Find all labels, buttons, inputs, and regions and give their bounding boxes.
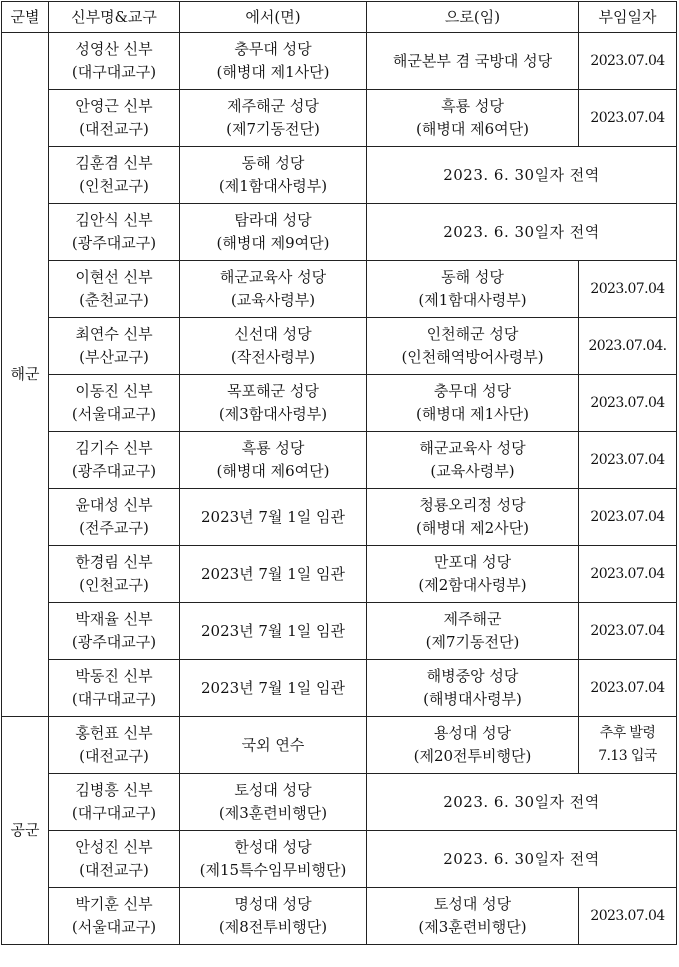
date-cell-line-1: 2023.07.04 [590,907,665,924]
to-cell-line-2: (제3훈련비행단) [418,918,527,936]
date-cell [579,318,677,375]
from-cell-line-1: 한성대 성당 [234,838,312,856]
date-cell-line-2: 7.13 입국 [598,748,657,764]
name-cell-line-1: 박동진 신부 [75,667,153,685]
from-cell-line-1: 동해 성당 [241,154,305,172]
name-cell [49,204,180,261]
from-cell-line-1: 해군교육사 성당 [219,268,327,286]
from-cell [180,204,367,261]
name-cell-line-2: (부산교구) [79,348,149,366]
name-cell-line-2: (인천교구) [79,576,149,594]
from-cell-line-2: (해병대 제9여단) [216,234,330,252]
merged-status-cell [367,831,677,888]
from-cell-line-2: (제1함대사령부) [218,177,328,195]
from-cell-line-2: (제8전투비행단) [218,918,328,936]
header-name-diocese: 신부명&교구 [49,2,180,33]
date-cell-line-1: 2023.07.04. [588,337,667,354]
from-cell-line-2: (해병대 제6여단) [216,462,330,480]
to-cell [367,489,579,546]
name-cell [49,831,180,888]
name-cell-line-2: (광주대교구) [71,633,157,651]
name-cell-line-2: (대구대교구) [71,804,157,822]
date-cell-line-1: 2023.07.04 [590,280,665,297]
from-cell [180,147,367,204]
name-cell-line-1: 이동진 신부 [75,382,153,400]
name-cell-line-2: (광주대교구) [71,462,157,480]
table-row [2,432,677,489]
to-cell-line-2: (해병대사령부) [423,690,522,708]
header-from: 에서(면) [180,2,367,33]
date-cell [579,489,677,546]
date-cell-line-1: 2023.07.04 [590,52,665,69]
name-cell-line-2: (광주대교구) [71,234,157,252]
from-cell [180,33,367,90]
to-cell [367,261,579,318]
to-cell-line-1: 청룡오리정 성당 [419,496,526,514]
name-cell-line-2: (서울대교구) [71,918,157,936]
merged-status-cell-line-1: 2023. 6. 30일자 전역 [443,222,600,241]
date-cell [579,33,677,90]
table-row [2,261,677,318]
to-cell-line-2: (제1함대사령부) [418,291,527,309]
header-row [2,2,677,33]
name-cell-line-1: 최연수 신부 [75,325,153,343]
name-cell-line-1: 성영산 신부 [75,40,153,58]
date-cell [579,660,677,717]
merged-status-cell [367,204,677,261]
header-to: 으로(임) [367,2,579,33]
table-row [2,318,677,375]
date-cell [579,546,677,603]
merged-status-cell-line-1: 2023. 6. 30일자 전역 [443,849,600,868]
table-row [2,375,677,432]
date-cell-line-1: 2023.07.04 [590,622,665,639]
name-cell-line-2: (전주교구) [79,519,149,537]
from-cell-line-2: (작전사령부) [230,348,316,366]
table-row [2,660,677,717]
name-cell [49,660,180,717]
name-cell-line-1: 박기훈 신부 [75,895,153,913]
date-cell [579,603,677,660]
table-row [2,717,677,774]
from-cell [180,90,367,147]
from-cell-line-1: 토성대 성당 [234,781,312,799]
to-cell [367,318,579,375]
name-cell [49,489,180,546]
date-cell-line-1: 2023.07.04 [590,109,665,126]
to-cell-line-2: (해병대 제1사단) [416,405,529,423]
table-row [2,603,677,660]
from-cell-line-1: 국외 연수 [241,735,305,754]
from-cell-line-2: (제3훈련비행단) [218,804,328,822]
name-cell-line-2: (대전교구) [79,747,149,765]
to-cell [367,717,579,774]
table-row [2,90,677,147]
header-date: 부임일자 [579,2,677,33]
to-cell [367,546,579,603]
date-cell [579,717,677,774]
to-cell-line-1: 충무대 성당 [433,382,512,400]
merged-status-cell [367,774,677,831]
to-cell-line-1: 흑룡 성당 [441,97,504,115]
name-cell-line-1: 김기수 신부 [75,439,153,457]
name-cell [49,318,180,375]
header-branch: 군별 [2,2,49,33]
from-cell-line-2: (제7기동전단) [226,120,320,138]
name-cell-line-2: (대구대교구) [71,690,157,708]
name-cell-line-2: (대전교구) [79,861,149,879]
table-body [2,33,677,945]
name-cell [49,888,180,945]
merged-status-cell-line-1: 2023. 6. 30일자 전역 [443,165,600,184]
name-cell [49,774,180,831]
date-cell-line-1: 2023.07.04 [590,565,665,582]
from-cell-line-1: 제주해군 성당 [227,97,319,115]
from-cell [180,717,367,774]
name-cell-line-1: 김훈겸 신부 [75,154,153,172]
to-cell-line-1: 만포대 성당 [433,553,512,571]
from-cell-line-1: 충무대 성당 [234,40,312,58]
table-row [2,888,677,945]
name-cell-line-1: 박재율 신부 [75,610,153,628]
table-row [2,774,677,831]
from-cell-line-1: 2023년 7월 1일 임관 [200,507,345,526]
date-cell-line-1: 2023.07.04 [590,451,665,468]
from-cell-line-2: (제3함대사령부) [218,405,328,423]
name-cell-line-1: 홍헌표 신부 [75,724,153,742]
from-cell [180,375,367,432]
table-row [2,33,677,90]
from-cell [180,318,367,375]
name-cell-line-1: 김안식 신부 [75,211,153,229]
to-cell-line-1: 제주해군 [443,610,502,628]
from-cell-line-2: (교육사령부) [230,291,316,309]
name-cell [49,717,180,774]
from-cell-line-1: 2023년 7월 1일 임관 [200,678,345,697]
name-cell [49,603,180,660]
from-cell-line-1: 목포해군 성당 [227,382,319,400]
to-cell-line-2: (교육사령부) [430,462,515,480]
to-cell-line-1: 해군교육사 성당 [419,439,526,457]
to-cell-line-1: 해병중앙 성당 [426,667,519,685]
merged-status-cell [367,147,677,204]
name-cell [49,432,180,489]
to-cell [367,603,579,660]
branch-cell: 해군 [2,33,49,717]
to-cell [367,33,579,90]
name-cell [49,147,180,204]
from-cell [180,774,367,831]
name-cell-line-2: (서울대교구) [71,405,157,423]
name-cell [49,375,180,432]
date-cell [579,90,677,147]
name-cell [49,261,180,318]
name-cell-line-2: (인천교구) [79,177,149,195]
from-cell [180,489,367,546]
to-cell-line-1: 용성대 성당 [433,724,512,742]
from-cell-line-1: 명성대 성당 [234,895,312,913]
from-cell [180,432,367,489]
to-cell-line-2: (해병대 제2사단) [416,519,529,537]
table-row [2,489,677,546]
date-cell [579,261,677,318]
name-cell-line-2: (대구대교구) [71,63,157,81]
date-cell [579,888,677,945]
table-row [2,546,677,603]
from-cell-line-1: 탐라대 성당 [234,211,312,229]
table-row [2,831,677,888]
from-cell [180,261,367,318]
date-cell-line-1: 추후 발령 [599,725,656,741]
to-cell-line-2: (제20전투비행단) [413,747,532,765]
name-cell-line-1: 한경림 신부 [75,553,153,571]
from-cell [180,831,367,888]
appointment-table [1,1,677,945]
to-cell-line-2: (제2함대사령부) [418,576,527,594]
to-cell-line-1: 해군본부 겸 국방대 성당 [392,51,553,70]
table-row [2,204,677,261]
name-cell-line-1: 윤대성 신부 [75,496,153,514]
from-cell [180,546,367,603]
from-cell-line-1: 흑룡 성당 [241,439,305,457]
date-cell [579,375,677,432]
from-cell-line-2: (제15특수임무비행단) [199,861,347,879]
table-row [2,147,677,204]
name-cell [49,33,180,90]
to-cell [367,432,579,489]
date-cell-line-1: 2023.07.04 [590,394,665,411]
from-cell [180,660,367,717]
branch-cell: 공군 [2,717,49,945]
to-cell-line-2: (제7기동전단) [425,633,520,651]
name-cell [49,90,180,147]
name-cell-line-1: 안성진 신부 [75,838,153,856]
date-cell-line-1: 2023.07.04 [590,508,665,525]
to-cell-line-1: 인천해군 성당 [426,325,519,343]
date-cell [579,432,677,489]
from-cell-line-1: 2023년 7월 1일 임관 [200,564,345,583]
from-cell [180,603,367,660]
from-cell-line-2: (해병대 제1사단) [216,63,330,81]
to-cell [367,375,579,432]
to-cell [367,888,579,945]
name-cell-line-2: (춘천교구) [79,291,149,309]
to-cell [367,90,579,147]
name-cell-line-1: 안영근 신부 [75,97,153,115]
date-cell-line-1: 2023.07.04 [590,679,665,696]
to-cell-line-2: (해병대 제6여단) [416,120,529,138]
from-cell-line-1: 2023년 7월 1일 임관 [200,621,345,640]
to-cell-line-1: 동해 성당 [441,268,504,286]
to-cell-line-1: 토성대 성당 [433,895,512,913]
name-cell [49,546,180,603]
to-cell [367,660,579,717]
from-cell [180,888,367,945]
from-cell-line-1: 신선대 성당 [234,325,312,343]
to-cell-line-2: (인천해역방어사령부) [401,348,544,366]
name-cell-line-1: 이현선 신부 [75,268,153,286]
merged-status-cell-line-1: 2023. 6. 30일자 전역 [443,792,600,811]
name-cell-line-1: 김병흥 신부 [75,781,153,799]
name-cell-line-2: (대전교구) [79,120,149,138]
